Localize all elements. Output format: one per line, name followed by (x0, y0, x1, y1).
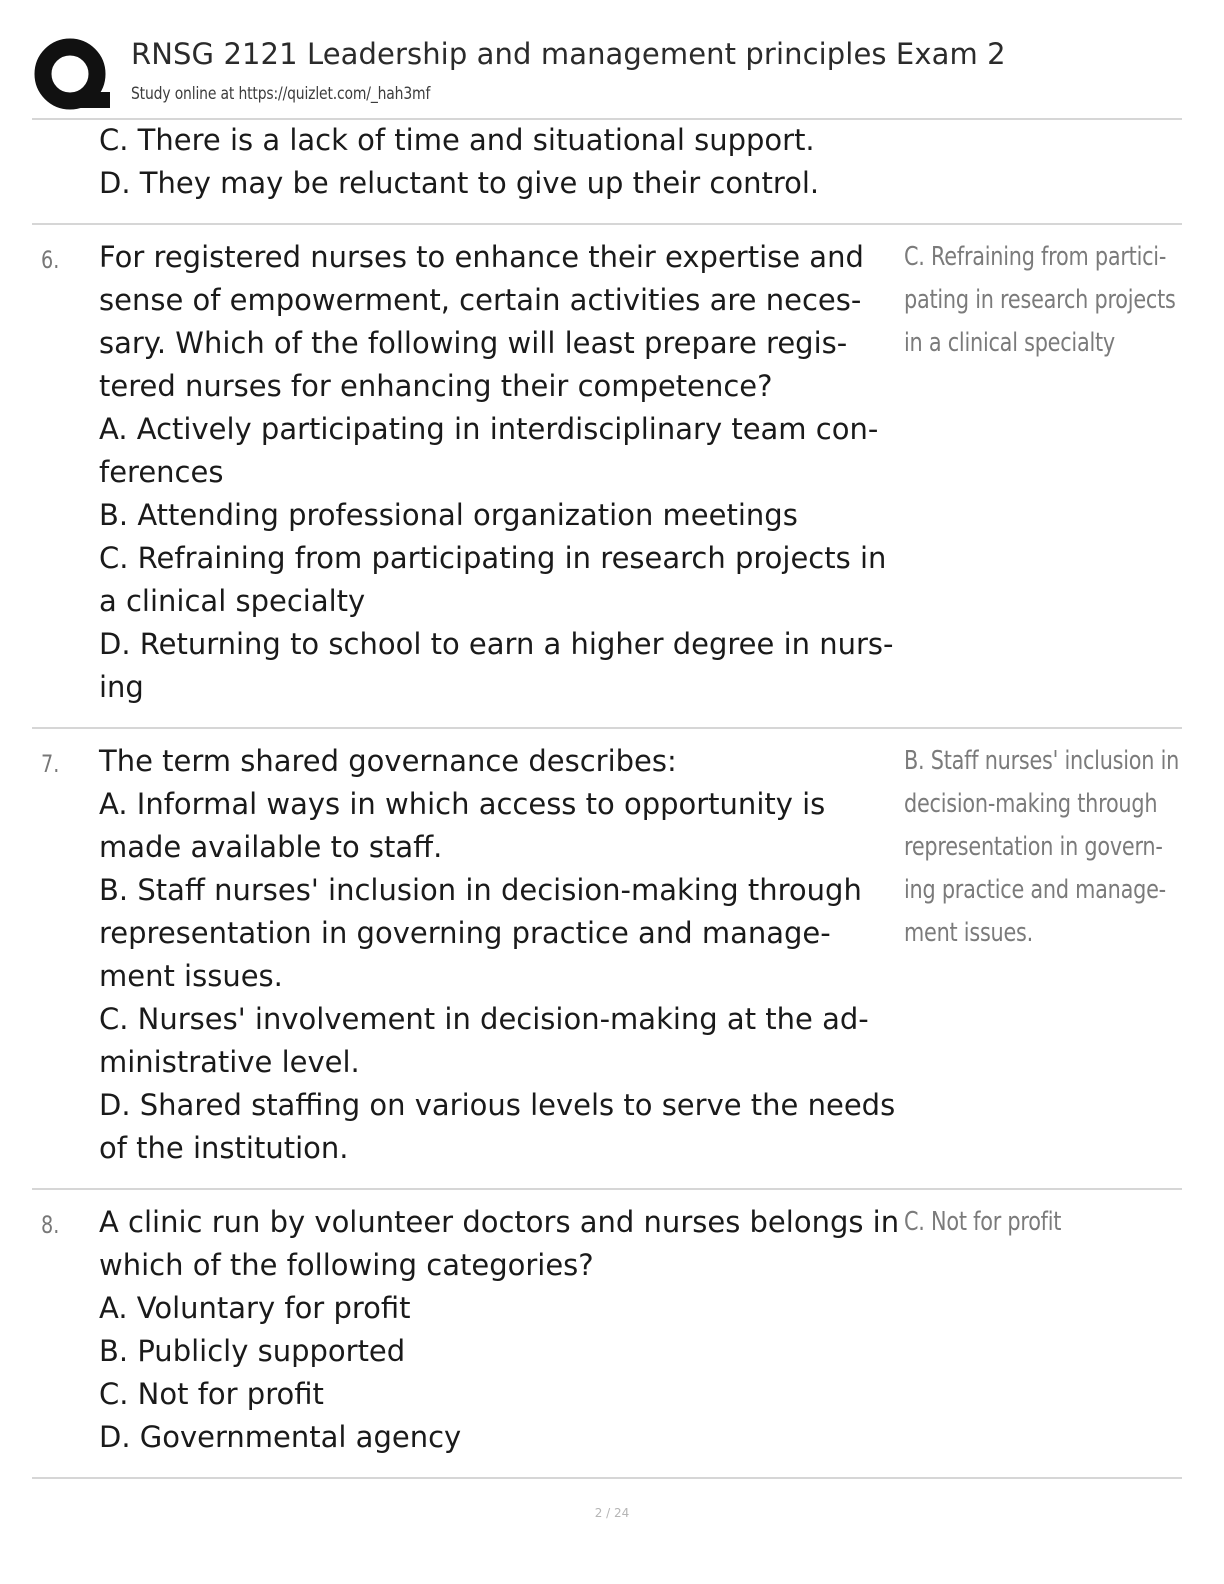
option-line: ferences (99, 455, 224, 489)
page-header (32, 30, 1182, 120)
answer-line: pating in research projects (904, 285, 1176, 315)
option-line: C. Not for profit (99, 1377, 324, 1411)
question-line: sense of empowerment, certain activities are neces- (99, 283, 862, 317)
option-line: B. Publicly supported (99, 1334, 406, 1368)
option-line: C. Refraining from participating in research projects in (99, 541, 887, 575)
document-title: RNSG 2121 Leadership and management principles Exam 2 (131, 37, 1006, 71)
answer-line: representation in govern- (904, 832, 1163, 862)
question-line: For registered nurses to enhance their expertise and (99, 240, 864, 274)
option-line: A. Actively participating in interdisciplinary team con- (99, 412, 879, 446)
question-text (99, 236, 899, 709)
option-line: D. Shared staffing on various levels to serve the needs (99, 1088, 896, 1122)
answer-line: C. Refraining from partici- (904, 242, 1167, 272)
option-line: ing (99, 670, 144, 704)
question-line: tered nurses for enhancing their competence? (99, 369, 773, 403)
option-line: C. There is a lack of time and situational support. (99, 123, 815, 157)
answer-text (904, 236, 1204, 365)
study-online-link[interactable]: Study online at https://quizlet.com/_hah3mf (131, 84, 431, 104)
option-line: D. Returning to school to earn a higher degree in nurs- (99, 627, 894, 661)
question-line: sary. Which of the following will least prepare regis- (99, 326, 848, 360)
option-line: D. They may be reluctant to give up their control. (99, 166, 820, 200)
option-line: ministrative level. (99, 1045, 360, 1079)
answer-text (904, 1201, 1204, 1244)
question-line: which of the following categories? (99, 1248, 594, 1282)
answer-text (904, 740, 1204, 955)
option-line: of the institution. (99, 1131, 349, 1165)
question-line: The term shared governance describes: (99, 744, 677, 778)
question-number: 8. (41, 1211, 60, 1239)
option-line: A. Voluntary for profit (99, 1291, 411, 1325)
answer-line: C. Not for profit (904, 1207, 1062, 1237)
quizlet-logo-icon (32, 34, 112, 114)
question-line: A clinic run by volunteer doctors and nurses belongs in (99, 1205, 900, 1239)
answer-line: B. Staff nurses' inclusion in (904, 746, 1180, 776)
option-line: a clinical specialty (99, 584, 366, 618)
page-number: 2 / 24 (594, 1506, 630, 1520)
divider (32, 223, 1182, 225)
divider (32, 1188, 1182, 1190)
option-line: representation in governing practice and manage- (99, 916, 831, 950)
option-line: ment issues. (99, 959, 283, 993)
answer-line: ing practice and manage- (904, 875, 1166, 905)
option-line: D. Governmental agency (99, 1420, 462, 1454)
answer-line: decision-making through (904, 789, 1158, 819)
question-number: 6. (41, 246, 60, 274)
option-line: made available to staff. (99, 830, 443, 864)
option-line: A. Informal ways in which access to opportunity is (99, 787, 826, 821)
question-number: 7. (41, 750, 60, 778)
question-text (99, 1201, 899, 1459)
option-line: C. Nurses' involvement in decision-making at the ad- (99, 1002, 869, 1036)
answer-line: in a clinical specialty (904, 328, 1115, 358)
question-text (99, 740, 899, 1170)
answer-line: ment issues. (904, 918, 1034, 948)
option-line: B. Attending professional organization meetings (99, 498, 798, 532)
option-line: B. Staff nurses' inclusion in decision-making through (99, 873, 862, 907)
carryover-options (99, 119, 899, 205)
divider (32, 727, 1182, 729)
divider (32, 1477, 1182, 1479)
